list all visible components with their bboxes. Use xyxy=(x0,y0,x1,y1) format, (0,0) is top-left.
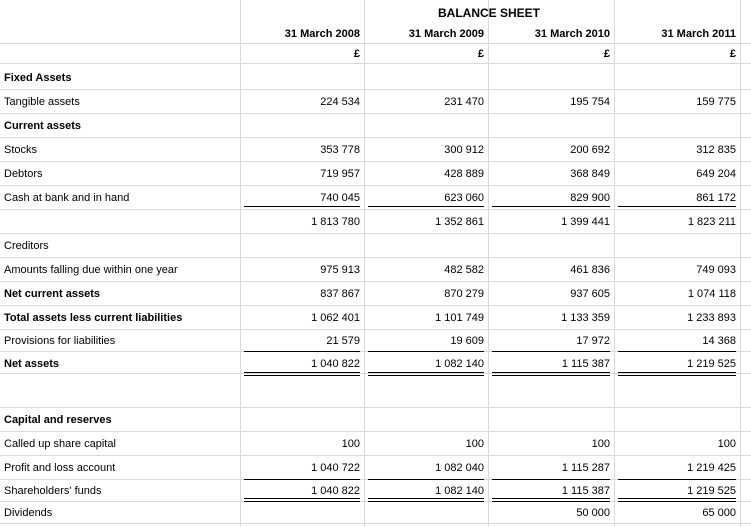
row-label[interactable]: Net assets xyxy=(4,357,60,370)
subtotal-rule xyxy=(618,206,736,207)
subtotal-rule xyxy=(368,351,484,352)
row-label[interactable]: Cash at bank and in hand xyxy=(4,191,130,204)
value-cell[interactable] xyxy=(240,378,364,398)
table-row xyxy=(0,502,751,524)
row-label[interactable] xyxy=(4,398,240,407)
value-cell[interactable]: 1 219 525 xyxy=(687,484,736,497)
row-label[interactable]: Profit and loss account xyxy=(4,461,116,474)
value-cell[interactable] xyxy=(488,408,614,431)
value-cell[interactable]: 1 115 387 xyxy=(561,484,610,497)
total-double-rule xyxy=(618,498,736,502)
value-cell[interactable]: 312 835 xyxy=(696,143,736,156)
value-cell[interactable]: 1 813 780 xyxy=(311,215,360,228)
value-cell[interactable]: 224 534 xyxy=(320,95,360,108)
value-cell[interactable]: 870 279 xyxy=(444,287,484,300)
value-cell[interactable]: 1 399 441 xyxy=(561,215,610,228)
row-label[interactable]: Called up share capital xyxy=(4,437,116,450)
value-cell[interactable] xyxy=(488,66,614,89)
value-cell[interactable] xyxy=(614,378,740,398)
row-label[interactable]: Provisions for liabilities xyxy=(4,334,116,347)
value-cell[interactable]: 19 609 xyxy=(450,334,484,347)
value-cell[interactable]: 1 062 401 xyxy=(311,311,360,324)
value-cell[interactable]: 649 204 xyxy=(696,167,736,180)
value-cell[interactable] xyxy=(364,502,488,523)
row-label[interactable]: Dividends xyxy=(4,506,53,519)
row-label[interactable] xyxy=(4,210,240,233)
value-cell[interactable] xyxy=(488,234,614,257)
subtotal-rule xyxy=(368,206,484,207)
total-double-rule xyxy=(244,372,360,376)
value-cell[interactable]: 100 xyxy=(717,437,736,450)
total-double-rule xyxy=(368,372,484,376)
total-double-rule xyxy=(492,498,610,502)
value-cell[interactable] xyxy=(488,378,614,398)
table-row xyxy=(0,66,751,90)
value-cell[interactable]: 50 000 xyxy=(576,506,610,519)
value-cell[interactable] xyxy=(614,234,740,257)
row-label[interactable]: Capital and reserves xyxy=(4,413,112,426)
value-cell[interactable]: 1 082 040 xyxy=(435,461,484,474)
header-date-2008[interactable]: 31 March 2008 xyxy=(284,27,360,40)
table-row xyxy=(0,162,751,186)
value-cell[interactable] xyxy=(240,234,364,257)
value-cell[interactable] xyxy=(488,114,614,137)
table-row xyxy=(0,210,751,234)
value-cell[interactable]: 100 xyxy=(465,437,484,450)
subtotal-rule xyxy=(618,479,736,480)
header-currency[interactable]: £ xyxy=(477,47,484,60)
value-cell[interactable]: 1 115 387 xyxy=(561,357,610,370)
value-cell[interactable]: 1 219 525 xyxy=(687,357,736,370)
table-row xyxy=(0,234,751,258)
table-row xyxy=(0,258,751,282)
value-cell[interactable]: 1 133 359 xyxy=(561,311,610,324)
subtotal-rule xyxy=(618,351,736,352)
value-cell[interactable] xyxy=(240,398,364,407)
subtotal-rule xyxy=(492,479,610,480)
value-cell[interactable]: 14 368 xyxy=(702,334,736,347)
value-cell[interactable]: 1 352 861 xyxy=(435,215,484,228)
value-cell[interactable] xyxy=(364,114,488,137)
value-cell[interactable]: 159 775 xyxy=(696,95,736,108)
header-date-2010[interactable]: 31 March 2010 xyxy=(534,27,610,40)
row-label[interactable]: Shareholders' funds xyxy=(4,484,102,497)
table-row xyxy=(0,306,751,330)
value-cell[interactable]: 368 849 xyxy=(570,167,610,180)
table-row xyxy=(0,432,751,456)
value-cell[interactable]: 837 867 xyxy=(320,287,360,300)
value-cell[interactable]: 749 093 xyxy=(696,263,736,276)
subtotal-rule xyxy=(244,479,360,480)
value-cell[interactable] xyxy=(364,378,488,398)
value-cell[interactable]: 300 912 xyxy=(444,143,484,156)
row-label[interactable]: Net current assets xyxy=(4,287,100,300)
value-cell[interactable]: 1 040 822 xyxy=(311,357,360,370)
table-row xyxy=(0,456,751,480)
value-cell[interactable]: 719 957 xyxy=(320,167,360,180)
value-cell[interactable] xyxy=(240,502,364,523)
table-row xyxy=(0,408,751,432)
header-currency[interactable]: £ xyxy=(353,47,360,60)
value-cell[interactable] xyxy=(364,66,488,89)
table-row xyxy=(0,282,751,306)
value-cell[interactable] xyxy=(240,66,364,89)
row-label[interactable] xyxy=(4,378,240,398)
value-cell[interactable]: 1 115 287 xyxy=(561,461,610,474)
row-label[interactable]: Amounts falling due within one year xyxy=(4,263,178,276)
value-cell[interactable]: 1 074 118 xyxy=(687,287,736,300)
value-cell[interactable]: 100 xyxy=(591,437,610,450)
table-row xyxy=(0,354,751,374)
value-cell[interactable]: 461 836 xyxy=(570,263,610,276)
value-cell[interactable]: 829 900 xyxy=(570,191,610,204)
table-row xyxy=(0,90,751,114)
value-cell[interactable]: 21 579 xyxy=(326,334,360,347)
value-cell[interactable]: 1 233 893 xyxy=(687,311,736,324)
value-cell[interactable]: 1 040 822 xyxy=(311,484,360,497)
value-cell[interactable]: 975 913 xyxy=(320,263,360,276)
header-date-2009[interactable]: 31 March 2009 xyxy=(408,27,484,40)
value-cell[interactable]: 231 470 xyxy=(444,95,484,108)
value-cell[interactable] xyxy=(488,398,614,407)
value-cell[interactable]: 17 972 xyxy=(576,334,610,347)
value-cell[interactable] xyxy=(614,66,740,89)
header-currency-row xyxy=(0,44,751,64)
sheet-title[interactable]: BALANCE SHEET xyxy=(437,6,540,20)
row-label[interactable]: Debtors xyxy=(4,167,43,180)
value-cell[interactable] xyxy=(240,114,364,137)
value-cell[interactable]: 200 692 xyxy=(570,143,610,156)
value-cell[interactable] xyxy=(240,408,364,431)
header-currency[interactable]: £ xyxy=(603,47,610,60)
table-row xyxy=(0,398,751,408)
value-cell[interactable]: 1 040 722 xyxy=(311,461,360,474)
row-label[interactable]: Fixed Assets xyxy=(4,71,72,84)
row-label[interactable]: Creditors xyxy=(4,239,49,252)
value-cell[interactable]: 740 045 xyxy=(320,191,360,204)
value-cell[interactable]: 1 219 425 xyxy=(687,461,736,474)
total-double-rule xyxy=(368,498,484,502)
value-cell[interactable]: 1 823 211 xyxy=(687,215,736,228)
value-cell[interactable]: 65 000 xyxy=(702,506,736,519)
value-cell[interactable]: 482 582 xyxy=(444,263,484,276)
value-cell[interactable]: 1 082 140 xyxy=(435,484,484,497)
row-label[interactable]: Current assets xyxy=(4,119,82,132)
value-cell[interactable] xyxy=(614,398,740,407)
row-label[interactable]: Tangible assets xyxy=(4,95,80,108)
value-cell[interactable]: 861 172 xyxy=(696,191,736,204)
value-cell[interactable]: 937 605 xyxy=(570,287,610,300)
value-cell[interactable] xyxy=(364,408,488,431)
row-label[interactable]: Total assets less current liabilities xyxy=(4,311,183,324)
total-double-rule xyxy=(244,498,360,502)
header-date-2011[interactable]: 31 March 2011 xyxy=(661,27,736,40)
subtotal-rule xyxy=(492,206,610,207)
table-row xyxy=(0,138,751,162)
value-cell[interactable]: 623 060 xyxy=(444,191,484,204)
value-cell[interactable]: 1 101 749 xyxy=(435,311,484,324)
total-double-rule xyxy=(492,372,610,376)
total-double-rule xyxy=(618,372,736,376)
value-cell[interactable] xyxy=(614,114,740,137)
value-cell[interactable]: 428 889 xyxy=(444,167,484,180)
table-row xyxy=(0,114,751,138)
value-cell[interactable] xyxy=(364,234,488,257)
subtotal-rule xyxy=(492,351,610,352)
value-cell[interactable]: 100 xyxy=(341,437,360,450)
table-row xyxy=(0,378,751,398)
value-cell[interactable] xyxy=(364,398,488,407)
header-currency[interactable]: £ xyxy=(729,47,736,60)
header-dates-row xyxy=(0,24,751,44)
row-label[interactable]: Stocks xyxy=(4,143,38,156)
subtotal-rule xyxy=(244,351,360,352)
subtotal-rule xyxy=(368,479,484,480)
table-row xyxy=(0,330,751,352)
subtotal-rule xyxy=(244,206,360,207)
value-cell[interactable]: 1 082 140 xyxy=(435,357,484,370)
value-cell[interactable]: 353 778 xyxy=(320,143,360,156)
value-cell[interactable] xyxy=(614,408,740,431)
value-cell[interactable]: 195 754 xyxy=(570,95,610,108)
